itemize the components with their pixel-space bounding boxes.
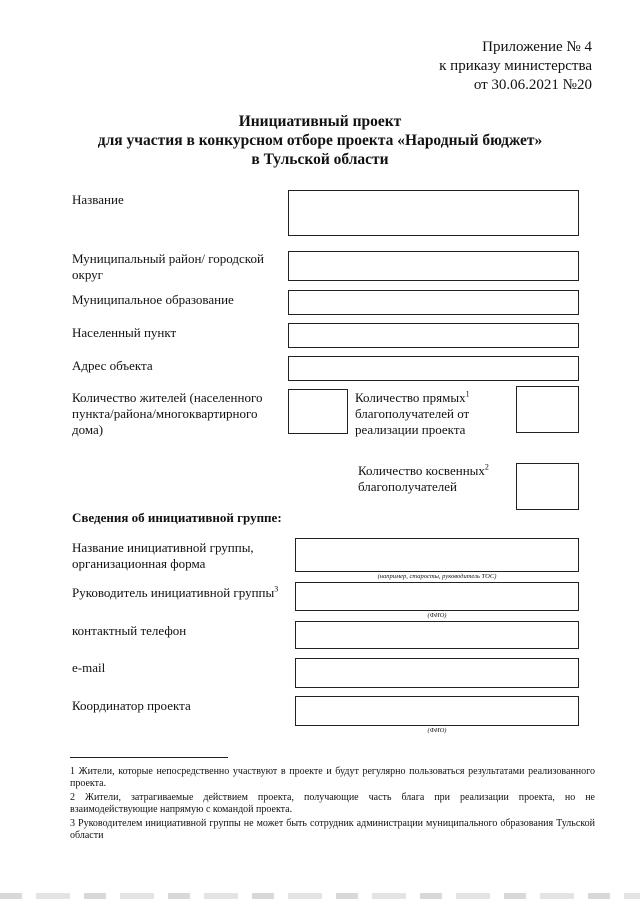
municipality-label: Муниципальное образование [72, 292, 234, 307]
settlement-label: Населенный пункт [72, 325, 177, 340]
appendix-line-3: от 30.06.2021 №20 [473, 77, 592, 93]
document-title [0, 112, 640, 169]
indirect-beneficiaries-label [358, 463, 508, 495]
indirect-beneficiaries-text: Количество косвенных [358, 463, 485, 478]
leader-hint: (ФИО) [427, 612, 447, 619]
scan-artifact [0, 893, 640, 899]
group-section-heading: Сведения об инициативной группе: [72, 510, 282, 525]
name-label: Название [72, 192, 124, 207]
residents-label: Количество жителей (населенного пункта/района/многоквартирного дома) [72, 390, 263, 437]
email-field[interactable] [295, 658, 579, 688]
phone-field[interactable] [295, 621, 579, 649]
footnote-1: 1 Жители, которые непосредственно участвуют в проекте и будут регулярно пользоваться результатами реализованного проекта. [70, 766, 595, 789]
coordinator-field[interactable] [295, 696, 579, 726]
direct-beneficiaries-text-rest: благополучателей от реализации проекта [355, 406, 470, 437]
footnote-divider [70, 757, 228, 758]
footnote-2: 2 Жители, затрагиваемые действием проекта, получающие часть блага при реализации проекта, но не взаимодействующие напрямую с командой проекта. [70, 792, 595, 815]
appendix-line-1: Приложение № 4 [482, 39, 592, 55]
coordinator-hint: (ФИО) [427, 727, 447, 734]
residents-field[interactable] [288, 389, 348, 434]
settlement-field[interactable] [288, 323, 579, 348]
direct-beneficiaries-text: Количество прямых [355, 390, 466, 405]
direct-beneficiaries-label [355, 390, 485, 438]
appendix-note [439, 38, 592, 95]
district-label: Муниципальный район/ городской округ [72, 251, 264, 282]
municipality-field[interactable] [288, 290, 579, 315]
coordinator-label: Координатор проекта [72, 698, 191, 713]
leader-text: Руководитель инициативной группы [72, 585, 275, 600]
leader-label [72, 585, 278, 601]
title-line-3: в Тульской области [251, 151, 389, 168]
address-label: Адрес объекта [72, 358, 153, 373]
footnote-ref-2: 2 [484, 462, 489, 472]
leader-field[interactable] [295, 582, 579, 611]
indirect-beneficiaries-field[interactable] [516, 463, 579, 510]
title-line-1: Инициативный проект [238, 113, 402, 130]
phone-label: контактный телефон [72, 623, 187, 638]
direct-beneficiaries-field[interactable] [516, 386, 579, 433]
footnote-3: 3 Руководителем инициативной группы не может быть сотрудник администрации муниципального образования Тульской области [70, 818, 595, 841]
group-name-label: Название инициативной группы, организационная форма [72, 540, 254, 571]
district-field[interactable] [288, 251, 579, 281]
email-label: e-mail [72, 660, 106, 675]
group-name-field[interactable] [295, 538, 579, 572]
title-line-2: для участия в конкурсном отборе проекта «Народный бюджет» [97, 132, 543, 149]
indirect-beneficiaries-text-rest: благополучателей [358, 479, 457, 494]
address-field[interactable] [288, 356, 579, 381]
name-field[interactable] [288, 190, 579, 236]
group-name-hint: (например, старосты, руководитель ТОС) [377, 573, 497, 580]
appendix-line-2: к приказу министерства [439, 58, 592, 74]
footnote-ref-3: 3 [274, 584, 279, 594]
footnote-ref-1: 1 [465, 389, 470, 399]
